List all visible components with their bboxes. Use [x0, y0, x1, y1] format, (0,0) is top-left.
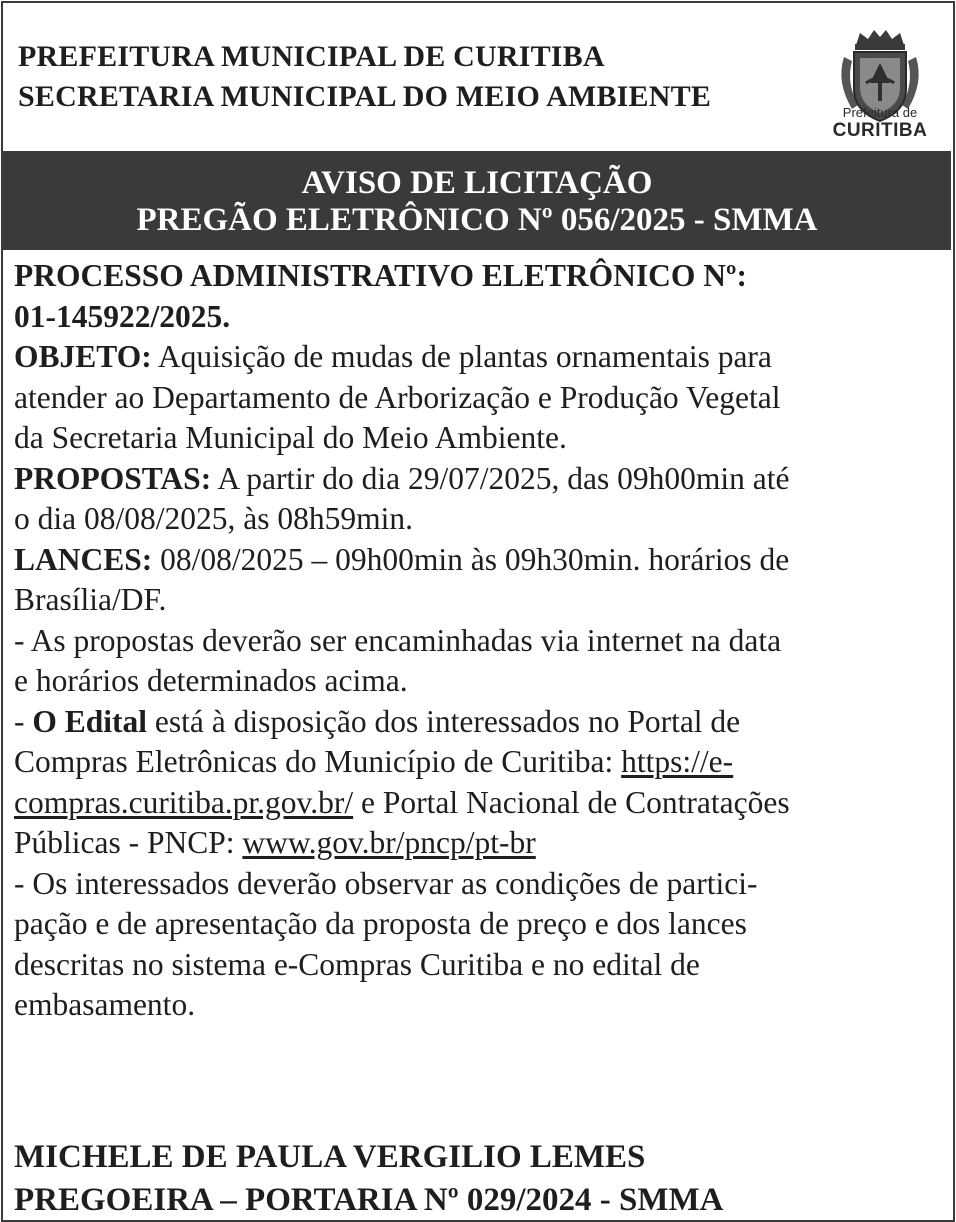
- bids-line-1: [14, 540, 946, 581]
- notice-title-band: [3, 151, 951, 250]
- object-text-2: atender ao Departamento de Arborização e Produção Vegetal: [14, 379, 781, 415]
- signature-block: [14, 1136, 723, 1222]
- signature-role: PREGOEIRA – PORTARIA Nº 029/2024 - SMMA: [14, 1182, 724, 1218]
- edital-label: O Edital: [32, 703, 148, 739]
- notice-title: AVISO DE LICITAÇÃO: [301, 165, 653, 201]
- object-line-1: [14, 337, 946, 378]
- bids-text-2: Brasília/DF.: [14, 582, 167, 617]
- process-number: 01-145922/2025.: [14, 298, 231, 334]
- note2-line-3: [14, 783, 946, 824]
- bids-label: LANCES:: [14, 541, 153, 577]
- object-label: OBJETO:: [14, 339, 152, 374]
- note1-text-2: e horários determinados acima.: [14, 663, 408, 698]
- logo-caption-large: CURITIBA: [832, 120, 928, 141]
- object-text-1: Aquisição de mudas de plantas ornamentais para: [151, 339, 772, 374]
- proposals-text-1: A partir do dia 29/07/2025, das 09h00min até: [211, 460, 790, 496]
- proposals-line-1: [14, 459, 946, 500]
- object-text-3: da Secretaria Municipal do Meio Ambiente.: [14, 420, 567, 455]
- bids-text-1: 08/08/2025 – 09h00min às 09h30min. horários de: [152, 541, 790, 577]
- header-block: [18, 37, 711, 117]
- header-secretariat: SECRETARIA MUNICIPAL DO MEIO AMBIENTE: [18, 80, 712, 113]
- note3-text-4: embasamento.: [14, 987, 196, 1022]
- note2-line-1: [14, 702, 946, 743]
- logo-caption-small: Prefeitura de: [842, 105, 918, 120]
- note2-text-3: e Portal Nacional de Contratações: [353, 784, 790, 820]
- note3-text-1: - Os interessados deverão observar as condições de partici-: [14, 865, 758, 901]
- note1-text-1: - As propostas deverão ser encaminhadas via internet na data: [14, 622, 782, 658]
- proposals-text-2: o dia 08/08/2025, às 08h59min.: [14, 501, 413, 536]
- process-label: PROCESSO ADMINISTRATIVO ELETRÔNICO Nº:: [14, 258, 747, 293]
- ecompras-link-part2[interactable]: compras.curitiba.pr.gov.br/: [14, 784, 354, 820]
- note2-line-2: [14, 742, 946, 783]
- note3-text-3: descritas no sistema e-Compras Curitiba e no edital de: [14, 946, 700, 982]
- header-city-hall: PREFEITURA MUNICIPAL DE CURITIBA: [18, 40, 605, 73]
- notice-subtitle: PREGÃO ELETRÔNICO Nº 056/2025 - SMMA: [136, 202, 818, 238]
- note2-text-1: está à disposição dos interessados no Portal de: [147, 703, 741, 739]
- note2-text-4: Públicas - PNCP:: [14, 825, 243, 860]
- proposals-label: PROPOSTAS:: [14, 460, 212, 496]
- notice-body: [14, 256, 946, 1026]
- note2-prefix: -: [14, 703, 33, 739]
- note2-line-4: [14, 823, 946, 864]
- ecompras-link-part1[interactable]: https://e-: [621, 744, 734, 779]
- note2-text-2: Compras Eletrônicas do Município de Curitiba:: [14, 744, 622, 779]
- pncp-link[interactable]: www.gov.br/pncp/pt-br: [242, 825, 536, 860]
- signature-name: MICHELE DE PAULA VERGILIO LEMES: [14, 1139, 646, 1175]
- note3-text-2: pação e de apresentação da proposta de preço e dos lances: [14, 906, 747, 941]
